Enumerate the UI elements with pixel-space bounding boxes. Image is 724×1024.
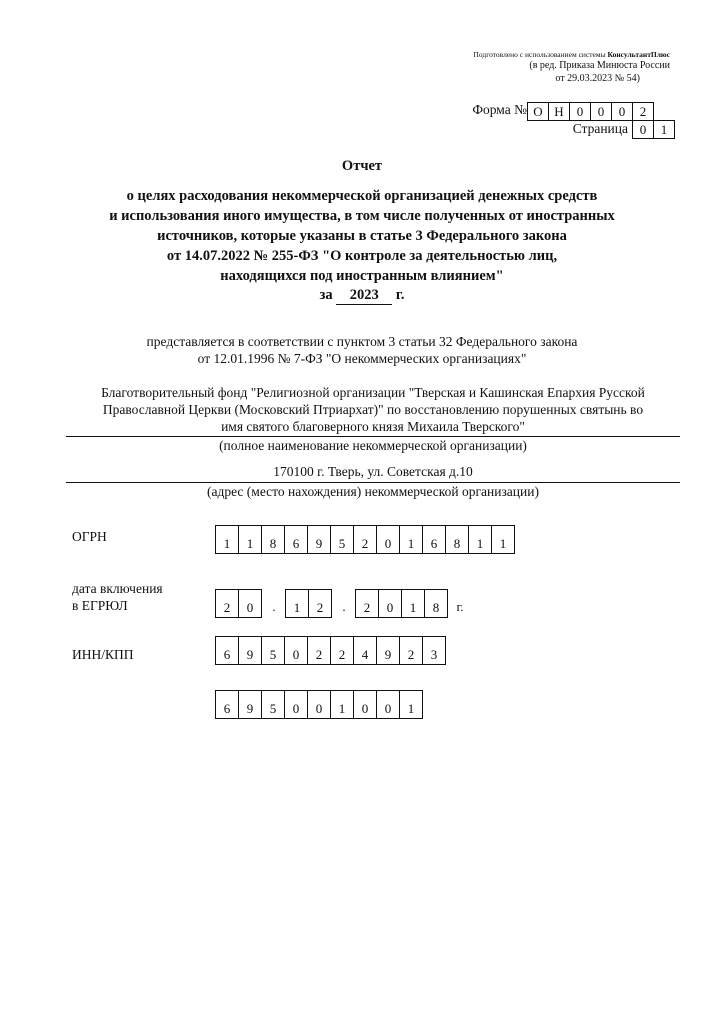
inn-digit-cell: 9 — [238, 636, 262, 665]
inn-digit-cell: 9 — [376, 636, 400, 665]
period-prefix: за — [319, 287, 333, 303]
period-suffix: г. — [395, 287, 405, 303]
form-code-cell: 0 — [611, 102, 633, 121]
egrul-year-cell: 0 — [378, 589, 402, 618]
inn-digit-cell: 0 — [284, 636, 308, 665]
legal-basis-line: представляется в соответствии с пунктом 3 статьи 32 Федерального закона — [146, 334, 578, 349]
organization-name — [66, 384, 680, 435]
address-underline — [66, 482, 680, 483]
egrul-label-line: в ЕГРЮЛ — [72, 598, 128, 613]
inn-digit-cell: 3 — [422, 636, 446, 665]
heading-line: источников, которые указаны в статье 3 Федерального закона — [157, 228, 567, 244]
inn-kpp-label: ИНН/КПП — [72, 647, 134, 662]
year-suffix: г. — [456, 599, 464, 614]
ogrn-digit-cell: 1 — [491, 525, 515, 554]
report-heading — [60, 186, 664, 286]
organization-underline — [66, 436, 680, 437]
address-value: 170100 г. Тверь, ул. Советская д.10 — [273, 464, 473, 479]
ogrn-digit-cell: 6 — [422, 525, 446, 554]
form-code-cell: О — [527, 102, 549, 121]
report-title: Отчет — [341, 158, 383, 174]
address-caption: (адрес (место нахождения) некоммерческой организации) — [207, 484, 539, 499]
ogrn-digit-cell: 6 — [284, 525, 308, 554]
ogrn-digit-cell: 2 — [353, 525, 377, 554]
egrul-month-cell: 2 — [308, 589, 332, 618]
organization-line: имя святого благоверного князя Михаила Тверского" — [221, 419, 525, 434]
egrul-day-cell: 2 — [215, 589, 239, 618]
inn-digit-cell: 5 — [261, 636, 285, 665]
inn-cells — [215, 636, 446, 665]
inn-digit-cell: 2 — [307, 636, 331, 665]
form-label: Форма № — [472, 102, 527, 117]
edition-line-1: (в ред. Приказа Минюста России — [529, 60, 670, 71]
egrul-month-cell: 1 — [285, 589, 309, 618]
kpp-digit-cell: 1 — [399, 690, 423, 719]
egrul-date-cells — [215, 589, 472, 618]
prepared-brand: КонсультантПлюс — [607, 50, 670, 59]
prepared-note — [473, 50, 670, 59]
egrul-year-cell: 8 — [424, 589, 448, 618]
ogrn-digit-cell: 5 — [330, 525, 354, 554]
ogrn-digit-cell: 1 — [399, 525, 423, 554]
page-number-cells — [632, 120, 675, 139]
egrul-year-cell: 2 — [355, 589, 379, 618]
report-period — [0, 287, 724, 305]
period-year: 2023 — [336, 287, 392, 305]
inn-digit-cell: 2 — [399, 636, 423, 665]
ogrn-digit-cell: 9 — [307, 525, 331, 554]
page-label: Страница — [572, 121, 628, 136]
heading-line: находящихся под иностранным влиянием" — [220, 268, 504, 284]
ogrn-digit-cell: 8 — [261, 525, 285, 554]
kpp-digit-cell: 1 — [330, 690, 354, 719]
organization-caption: (полное наименование некоммерческой организации) — [219, 438, 527, 453]
inn-digit-cell: 4 — [353, 636, 377, 665]
page-number-cell: 1 — [653, 120, 675, 139]
page-number-cell: 0 — [632, 120, 654, 139]
prepared-prefix: Подготовлено с использованием системы — [473, 50, 608, 59]
kpp-digit-cell: 0 — [353, 690, 377, 719]
date-separator: . — [342, 599, 346, 614]
kpp-digit-cell: 0 — [307, 690, 331, 719]
kpp-digit-cell: 0 — [376, 690, 400, 719]
ogrn-digit-cell: 1 — [238, 525, 262, 554]
legal-basis — [60, 333, 664, 367]
kpp-digit-cell: 6 — [215, 690, 239, 719]
date-separator: . — [272, 599, 276, 614]
heading-line: о целях расходования некоммерческой организацией денежных средств — [126, 188, 598, 204]
egrul-year-cell: 1 — [401, 589, 425, 618]
ogrn-label: ОГРН — [72, 529, 107, 544]
kpp-digit-cell: 5 — [261, 690, 285, 719]
form-code-cells — [527, 102, 654, 121]
edition-line-2: от 29.03.2023 № 54) — [555, 73, 640, 84]
ogrn-cells — [215, 525, 515, 554]
heading-line: и использования иного имущества, в том числе полученных от иностранных — [109, 208, 615, 224]
form-code-cell: 0 — [569, 102, 591, 121]
ogrn-digit-cell: 8 — [445, 525, 469, 554]
ogrn-digit-cell: 1 — [215, 525, 239, 554]
kpp-digit-cell: 9 — [238, 690, 262, 719]
kpp-digit-cell: 0 — [284, 690, 308, 719]
egrul-label — [72, 580, 163, 614]
heading-line: от 14.07.2022 № 255-ФЗ "О контроле за деятельностью лиц, — [166, 248, 558, 264]
form-code-cell: Н — [548, 102, 570, 121]
inn-digit-cell: 2 — [330, 636, 354, 665]
legal-basis-line: от 12.01.1996 № 7-ФЗ "О некоммерческих организациях" — [197, 351, 527, 366]
inn-digit-cell: 6 — [215, 636, 239, 665]
egrul-day-cell: 0 — [238, 589, 262, 618]
kpp-cells — [215, 690, 423, 719]
form-code-cell: 2 — [632, 102, 654, 121]
form-code-cell: 0 — [590, 102, 612, 121]
egrul-label-line: дата включения — [72, 581, 163, 596]
ogrn-digit-cell: 0 — [376, 525, 400, 554]
ogrn-digit-cell: 1 — [468, 525, 492, 554]
organization-line: Благотворительный фонд "Религиозной организации "Тверская и Кашинская Епархия Русской — [101, 385, 645, 400]
organization-line: Православной Церкви (Московский Птриархат)" по восстановлению порушенных святынь во — [102, 402, 644, 417]
